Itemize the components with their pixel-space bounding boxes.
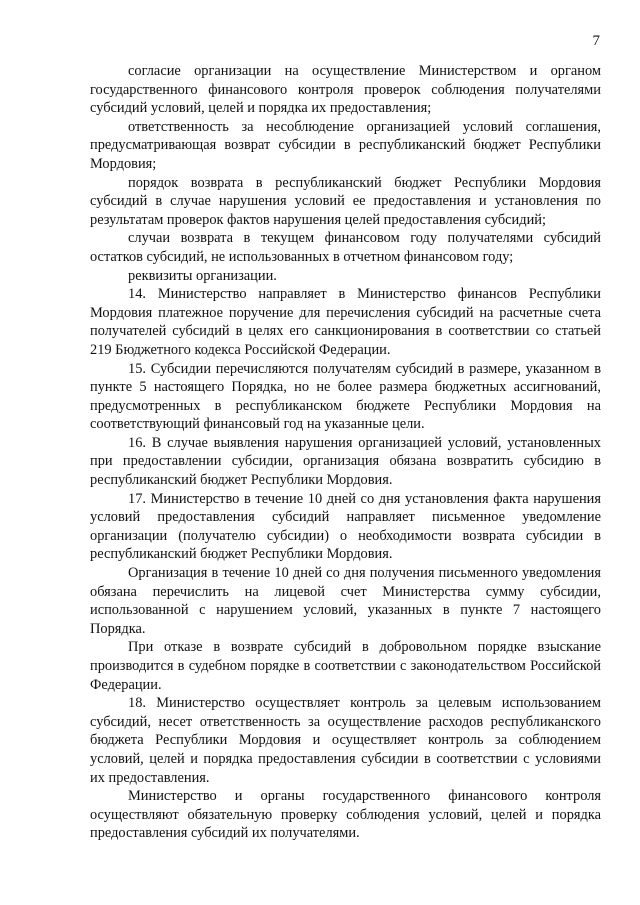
document-body <box>90 62 601 843</box>
paragraph-return-cases: случаи возврата в текущем финансовом году получателями субсидий остатков субсидий, не использованных в отчетном финансовом году; <box>90 230 601 265</box>
paragraph-17-organization: Организация в течение 10 дней со дня получения письменного уведомления обязана перечислить на лицевой счет Министерства сумму субсидии, использованной с нарушением условий, указанных в пункте 7 настоящего Порядка. <box>90 565 601 637</box>
paragraph-18: 18. Министерство осуществляет контроль за целевым использованием субсидий, несет ответственность за осуществление расходов республиканского бюджета Республики Мордовия и осуществляет контроль за соблюдением условий, целей и порядка предоставления субсидии в соответствии с условиями их предоставления. <box>90 695 601 786</box>
paragraph-responsibility: ответственность за несоблюдение организацией условий соглашения, предусматривающая возврат субсидии в республиканский бюджет Республики Мордовия; <box>90 118 601 172</box>
paragraph-requisites: реквизиты организации. <box>128 267 277 284</box>
paragraph-18-control: Министерство и органы государственного финансового контроля осуществляют обязательную проверку соблюдения условий, целей и порядка предоставления субсидий их получателями. <box>90 788 601 842</box>
paragraph-15: 15. Субсидии перечисляются получателям субсидий в размере, указанном в пункте 5 настоящего Порядка, но не более размера бюджетных ассигнований, предусмотренных в республиканском бюджете Республики Мордовия на соответствующий финансовый год на указанные цели. <box>90 360 601 433</box>
paragraph-14: 14. Министерство направляет в Министерство финансов Республики Мордовия платежное поручение для перечисления субсидий на расчетные счета получателей субсидий в целях его санкционирования в соответствии со статьей 219 Бюджетного кодекса Российской Федерации. <box>90 286 601 358</box>
page-number: 7 <box>592 33 600 49</box>
paragraph-16: 16. В случае выявления нарушения организацией условий, установленных при предоставлении субсидии, организация обязана возвратить субсидию в республиканский бюджет Республики Мордовия. <box>90 434 601 489</box>
paragraph-return-procedure: порядок возврата в республиканский бюджет Республики Мордовия субсидий в случае нарушения условий ее предоставления и установления по результатам проверок фактов нарушения целей предоставления субсидий; <box>90 174 601 228</box>
paragraph-17: 17. Министерство в течение 10 дней со дня установления факта нарушения условий предоставления субсидий направляет письменное уведомление организации (получателю субсидии) о необходимости возврата субсидии в республиканский бюджет Республики Мордовия. <box>90 490 601 563</box>
paragraph-consent: согласие организации на осуществление Министерством и органом государственного финансового контроля проверок соблюдения получателями субсидий условий, целей и порядка их предоставления; <box>90 63 601 117</box>
paragraph-17-refusal: При отказе в возврате субсидий в добровольном порядке взыскание производится в судебном порядке в соответствии с законодательством Российской Федерации. <box>90 639 601 693</box>
